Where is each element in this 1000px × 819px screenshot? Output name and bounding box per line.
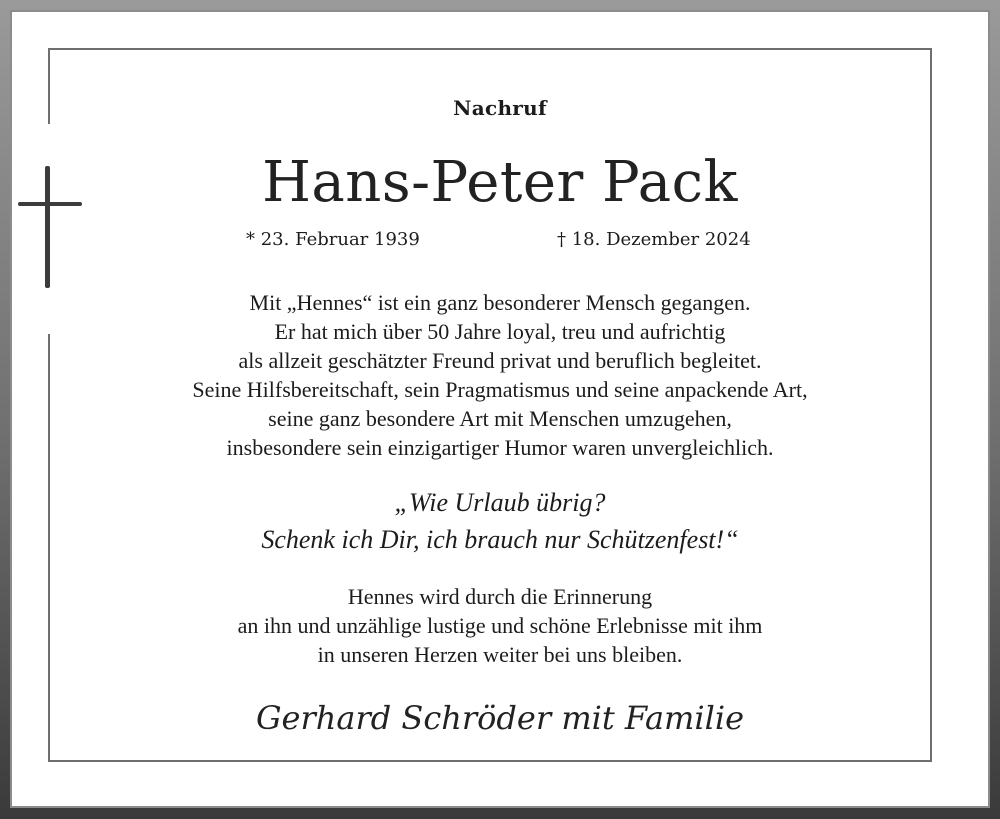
tribute-line: insbesondere sein einzigartiger Humor waren unvergleichlich. — [226, 435, 774, 460]
tribute-line: Mit „Hennes“ ist ein ganz besonderer Mensch gegangen. — [249, 290, 751, 315]
closing-text — [0, 582, 1000, 669]
tribute-line: Er hat mich über 50 Jahre loyal, treu und aufrichtig — [274, 319, 726, 344]
closing-line: in unseren Herzen weiter bei uns bleiben. — [317, 642, 683, 667]
closing-line: an ihn und unzählige lustige und schöne Erlebnisse mit ihm — [237, 613, 763, 638]
signature: Gerhard Schröder mit Familie — [255, 699, 745, 737]
tribute-line: Seine Hilfsbereitschaft, sein Pragmatismus und seine anpackende Art, — [192, 377, 808, 402]
quote — [0, 484, 1000, 558]
closing-line: Hennes wird durch die Erinnerung — [347, 584, 653, 609]
notice-label: Nachruf — [453, 96, 547, 120]
tribute-line: als allzeit geschätzter Freund privat und beruflich begleitet. — [238, 348, 762, 373]
quote-line: „Wie Urlaub übrig? — [394, 488, 606, 517]
birth-date: * 23. Februar 1939 — [246, 229, 420, 250]
tribute-line: seine ganz besondere Art mit Menschen umzugehen, — [268, 406, 732, 431]
deceased-name: Hans-Peter Pack — [262, 150, 738, 215]
tribute-text — [0, 288, 1000, 462]
death-date: † 18. Dezember 2024 — [557, 229, 751, 250]
quote-line: Schenk ich Dir, ich brauch nur Schützenfest!“ — [261, 525, 739, 554]
